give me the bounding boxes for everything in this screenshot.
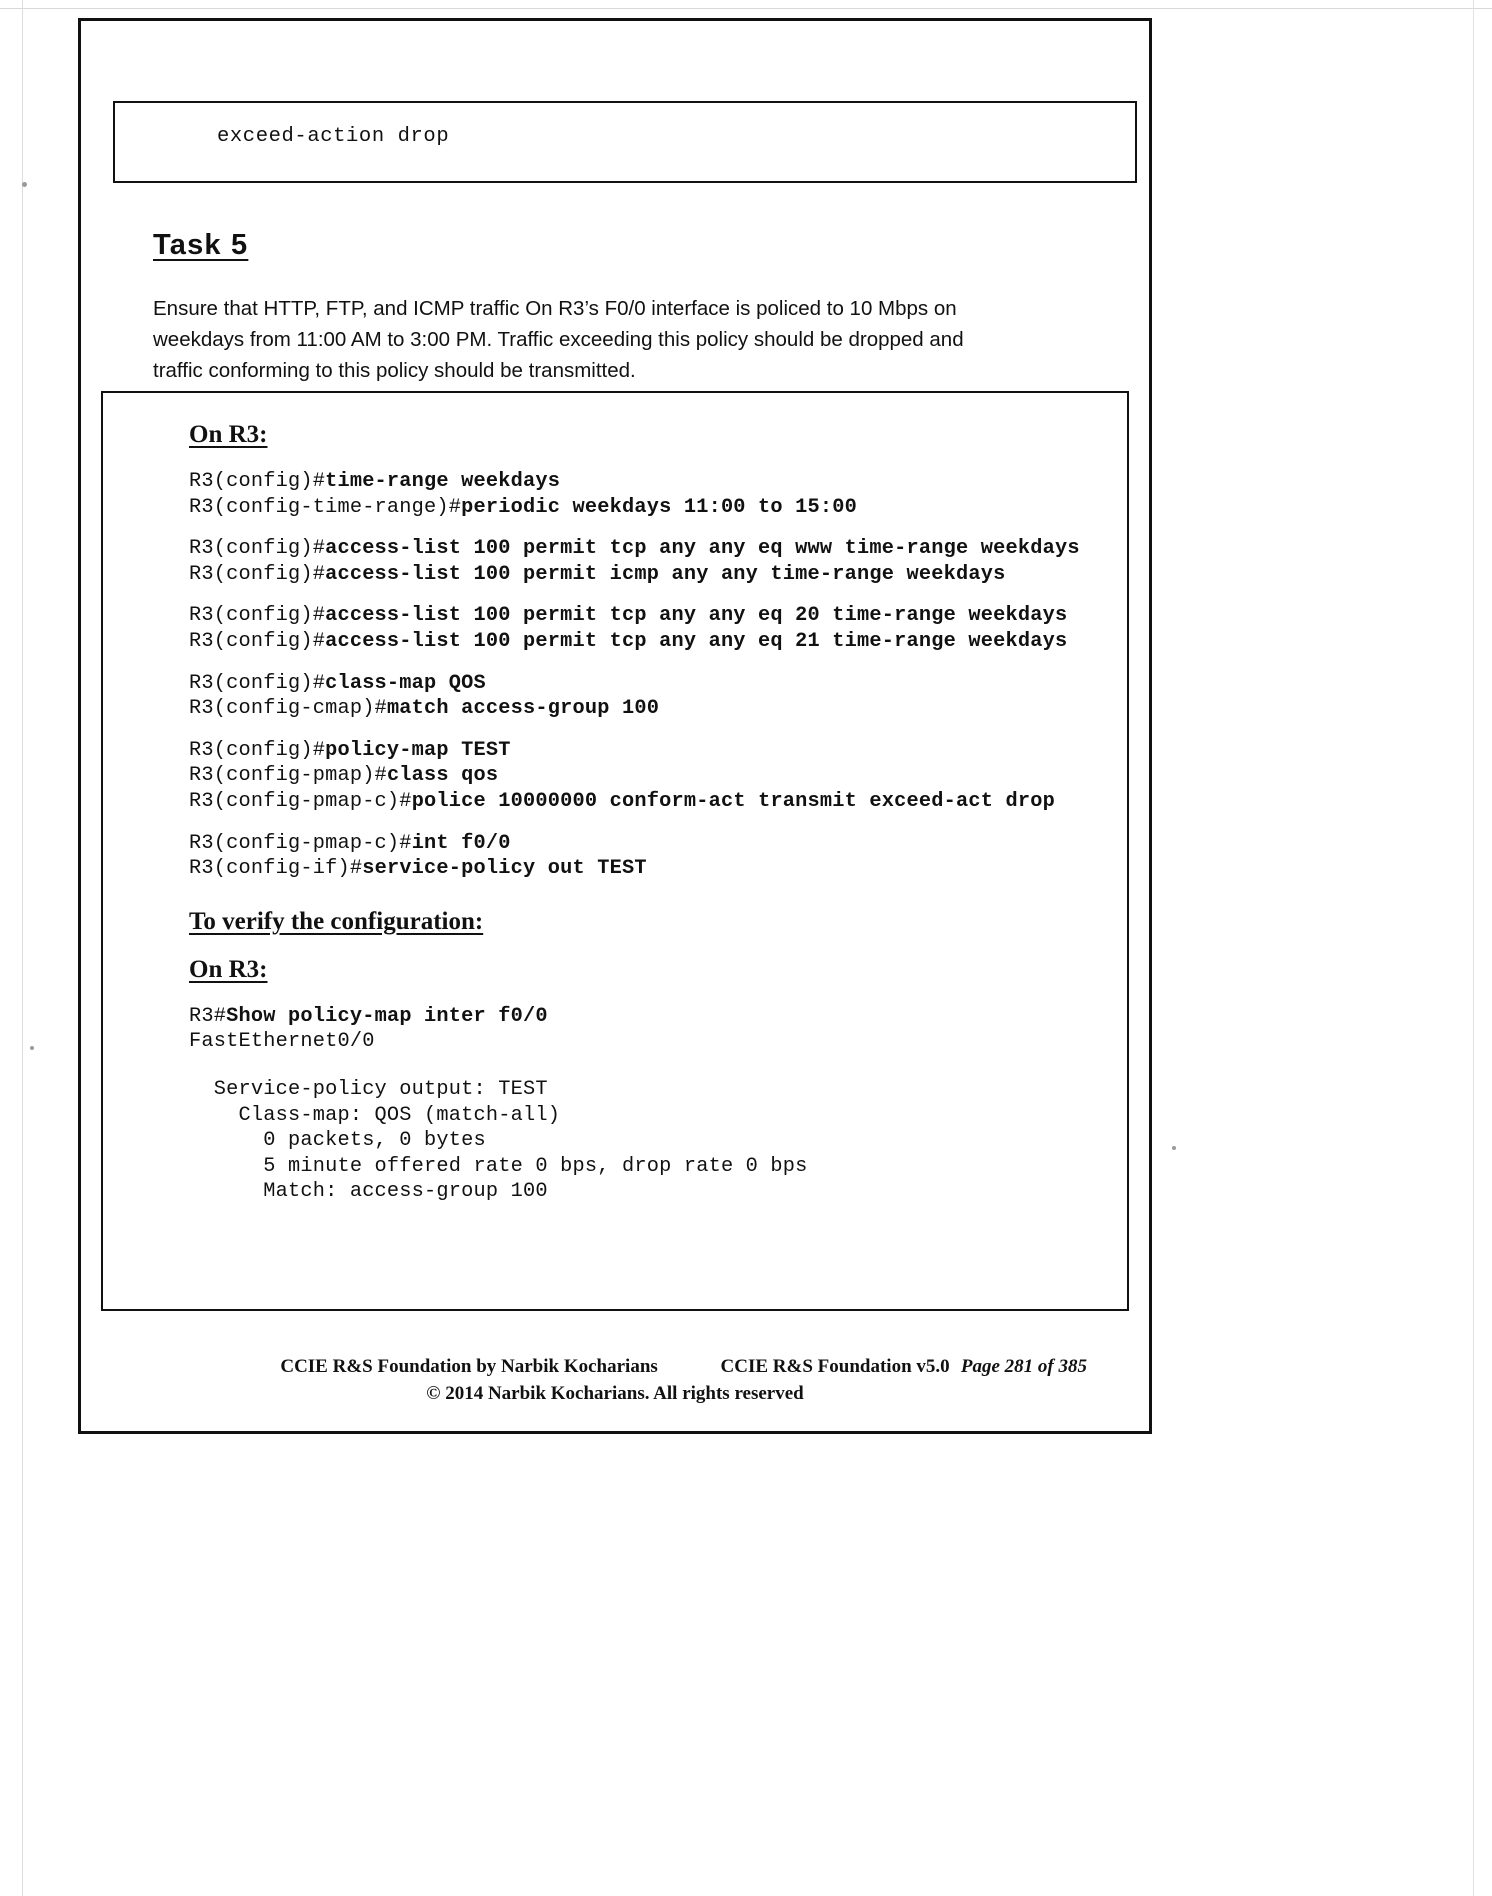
scan-edge-top: [0, 8, 1492, 9]
config-block-2: R3(config)#access-list 100 permit tcp any any eq www time-range weekdays R3(config)#access-list 100 permit icmp any any time-range weekdays: [189, 537, 1080, 586]
verify-output: Service-policy output: TEST Class-map: QOS (match-all) 0 packets, 0 bytes 5 minute offered rate 0 bps, drop rate 0 bps Match: access-group 100: [213, 1077, 808, 1204]
scan-edge-left: [22, 0, 23, 1896]
footer-middle-text: CCIE R&S Foundation v5.0: [720, 1356, 950, 1377]
config-block-5: R3(config)#policy-map TEST R3(config-pmap)#class qos R3(config-pmap-c)#police 10000000 conform-act transmit exceed-act drop: [189, 738, 1055, 813]
scan-edge-right: [1473, 0, 1474, 1896]
page-frame: [78, 18, 1152, 1434]
config-box: [101, 391, 1129, 1311]
scan-speck: [1172, 1146, 1176, 1150]
task-description: Ensure that HTTP, FTP, and ICMP traffic On R3’s F0/0 interface is policed to 10 Mbps on weekdays from 11:00 AM to 3:00 PM. Traffic exceeding this policy should be dropped and traffic conforming to this policy should be transmitted.: [153, 297, 964, 382]
verify-command: R3#Show policy-map inter f0/0 FastEthernet0/0: [189, 1004, 548, 1054]
footer-copyright: © 2014 Narbik Kocharians. All rights reserved: [426, 1383, 804, 1404]
top-code-box: [113, 101, 1137, 183]
config-block-3: R3(config)#access-list 100 permit tcp any any eq 20 time-range weekdays R3(config)#access-list 100 permit tcp any any eq 21 time-range weekdays: [189, 604, 1068, 653]
heading-on-r3-second: On R3:: [189, 955, 268, 983]
scan-speck: [22, 182, 27, 187]
footer-left-text: CCIE R&S Foundation by Narbik Kocharians: [280, 1356, 658, 1377]
footer-page-number: Page 281 of 385: [960, 1356, 1087, 1377]
scan-speck: [30, 1046, 34, 1050]
heading-verify: To verify the configuration:: [189, 907, 484, 935]
page-footer: [81, 1356, 1149, 1405]
config-content: [189, 421, 1113, 1221]
config-block-4: R3(config)#class-map QOS R3(config-cmap)#match access-group 100: [189, 671, 660, 721]
task-title: Task 5: [153, 229, 249, 261]
config-block-6: R3(config-pmap-c)#int f0/0 R3(config-if)#service-policy out TEST: [189, 831, 647, 881]
config-block-1: R3(config)#time-range weekdays R3(config-time-range)#periodic weekdays 11:00 to 15:00: [189, 470, 858, 519]
top-code-text: exceed-action drop: [217, 125, 450, 148]
heading-on-r3: On R3:: [189, 421, 268, 448]
page-content: [81, 21, 1149, 1431]
